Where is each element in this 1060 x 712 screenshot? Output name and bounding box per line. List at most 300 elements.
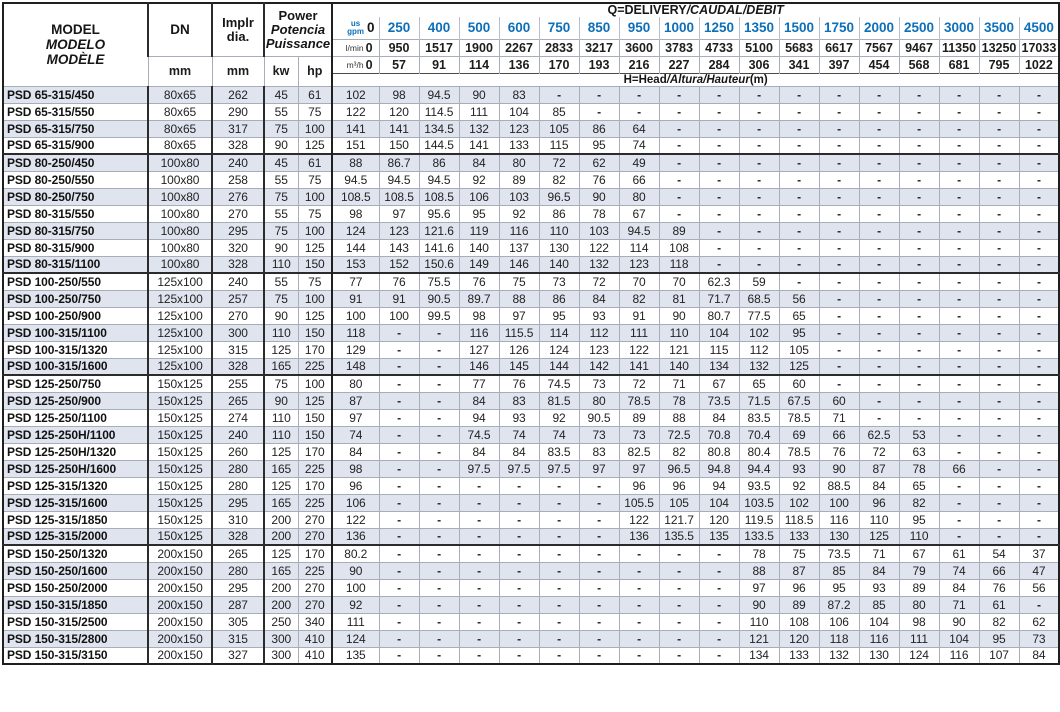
impeller-dia-cell: 240 — [212, 273, 264, 290]
head-value-cell: 106 — [332, 494, 379, 511]
dn-cell: 150x125 — [148, 409, 212, 426]
table-row — [3, 511, 1059, 528]
head-value-cell: - — [579, 579, 619, 596]
dn-cell: 125x100 — [148, 290, 212, 307]
head-value-cell: 88.5 — [819, 477, 859, 494]
head-value-cell: - — [819, 205, 859, 222]
head-value-cell: 121 — [659, 341, 699, 358]
head-value-cell: - — [939, 494, 979, 511]
head-value-cell: 71.5 — [739, 392, 779, 409]
impeller-dia-cell: 280 — [212, 477, 264, 494]
model-cell: PSD 150-250/1320 — [3, 545, 148, 562]
head-value-cell: 116 — [939, 647, 979, 664]
head-value-cell: - — [859, 358, 899, 375]
head-value-cell: 111 — [332, 613, 379, 630]
head-value-cell: 135 — [332, 647, 379, 664]
head-value-cell: - — [379, 409, 419, 426]
flow-m3h-zero-cell — [332, 56, 379, 73]
head-value-cell: - — [579, 494, 619, 511]
model-cell: PSD 125-250H/1600 — [3, 460, 148, 477]
head-value-cell: 133 — [779, 647, 819, 664]
head-value-cell: 136 — [619, 528, 659, 545]
head-value-cell: - — [699, 562, 739, 579]
head-value-cell: - — [779, 256, 819, 273]
head-value-cell: 100 — [332, 307, 379, 324]
head-value-cell: - — [1019, 528, 1059, 545]
dn-cell: 150x125 — [148, 477, 212, 494]
head-value-cell: - — [699, 120, 739, 137]
head-value-cell: - — [1019, 290, 1059, 307]
head-value-cell: - — [739, 205, 779, 222]
head-value-cell: - — [979, 477, 1019, 494]
power-kw-cell: 75 — [264, 375, 298, 392]
head-value-cell: - — [779, 171, 819, 188]
head-value-cell: - — [459, 528, 499, 545]
head-value-cell: - — [659, 86, 699, 103]
model-cell: PSD 100-250/750 — [3, 290, 148, 307]
table-row — [3, 205, 1059, 222]
dn-cell: 150x125 — [148, 460, 212, 477]
flow-usgpm-cell: 400 — [419, 17, 459, 39]
model-cell: PSD 150-315/1850 — [3, 596, 148, 613]
head-value-cell: - — [379, 511, 419, 528]
head-value-cell: - — [659, 154, 699, 171]
table-row — [3, 307, 1059, 324]
table-row — [3, 613, 1059, 630]
head-value-cell: - — [659, 562, 699, 579]
head-value-cell: - — [419, 392, 459, 409]
impeller-dia-cell: 300 — [212, 324, 264, 341]
impeller-column-header: Implr dia. — [212, 3, 264, 56]
head-value-cell: - — [579, 562, 619, 579]
flow-lmin-cell: 13250 — [979, 39, 1019, 56]
head-value-cell: 62 — [579, 154, 619, 171]
head-value-cell: 74.5 — [539, 375, 579, 392]
power-hp-cell: 150 — [298, 409, 332, 426]
head-value-cell: 92 — [539, 409, 579, 426]
dn-column-header: DN — [148, 3, 212, 56]
head-value-cell: 108.5 — [379, 188, 419, 205]
head-value-cell: - — [939, 392, 979, 409]
head-value-cell: 118 — [659, 256, 699, 273]
head-value-cell: - — [419, 613, 459, 630]
head-value-cell: 110 — [739, 613, 779, 630]
model-cell: PSD 65-315/900 — [3, 137, 148, 154]
head-value-cell: - — [539, 630, 579, 647]
head-value-cell: 95 — [899, 511, 939, 528]
head-value-cell: - — [939, 324, 979, 341]
head-value-cell: - — [859, 120, 899, 137]
impeller-dia-cell: 290 — [212, 103, 264, 120]
head-value-cell: - — [379, 392, 419, 409]
head-value-cell: - — [899, 103, 939, 120]
model-cell: PSD 65-315/450 — [3, 86, 148, 103]
head-value-cell: - — [1019, 409, 1059, 426]
head-value-cell: - — [859, 324, 899, 341]
head-value-cell: - — [739, 171, 779, 188]
model-cell: PSD 125-250H/1100 — [3, 426, 148, 443]
head-value-cell: - — [379, 477, 419, 494]
head-value-cell: 95 — [459, 205, 499, 222]
head-value-cell: 62.3 — [699, 273, 739, 290]
head-value-cell: - — [699, 188, 739, 205]
head-value-cell: 93 — [499, 409, 539, 426]
head-value-cell: 56 — [1019, 579, 1059, 596]
impeller-dia-cell: 295 — [212, 579, 264, 596]
head-value-cell: 89 — [899, 579, 939, 596]
model-cell: PSD 125-250/900 — [3, 392, 148, 409]
head-value-cell: - — [859, 137, 899, 154]
impeller-dia-cell: 328 — [212, 528, 264, 545]
head-value-cell: - — [979, 460, 1019, 477]
impeller-dia-cell: 328 — [212, 256, 264, 273]
head-value-cell: - — [659, 545, 699, 562]
head-value-cell: 132 — [739, 358, 779, 375]
head-value-cell: 90 — [579, 188, 619, 205]
head-value-cell: - — [379, 375, 419, 392]
impeller-dia-cell: 280 — [212, 562, 264, 579]
head-value-cell: 116 — [499, 222, 539, 239]
table-row — [3, 358, 1059, 375]
head-value-cell: - — [939, 222, 979, 239]
head-value-cell: - — [779, 239, 819, 256]
head-value-cell: 134 — [739, 647, 779, 664]
dn-cell: 125x100 — [148, 307, 212, 324]
head-value-cell: 96 — [859, 494, 899, 511]
head-value-cell: - — [459, 630, 499, 647]
head-value-cell: 123 — [619, 256, 659, 273]
head-value-cell: 94.5 — [419, 86, 459, 103]
head-value-cell: - — [419, 562, 459, 579]
head-value-cell: 97.5 — [459, 460, 499, 477]
power-label-en: Power — [278, 7, 318, 23]
head-value-cell: - — [859, 273, 899, 290]
power-hp-cell: 75 — [298, 273, 332, 290]
head-value-cell: 129 — [332, 341, 379, 358]
head-value-cell: - — [899, 256, 939, 273]
power-hp-cell: 170 — [298, 443, 332, 460]
head-value-cell: - — [859, 290, 899, 307]
head-value-cell: 122 — [619, 511, 659, 528]
power-hp-cell: 270 — [298, 511, 332, 528]
head-value-cell: 153 — [332, 256, 379, 273]
head-value-cell: - — [579, 477, 619, 494]
power-hp-cell: 100 — [298, 120, 332, 137]
head-value-cell: 70 — [659, 273, 699, 290]
head-value-cell: 88 — [499, 290, 539, 307]
power-kw-cell: 90 — [264, 239, 298, 256]
dn-cell: 100x80 — [148, 205, 212, 222]
head-value-cell: 114.5 — [419, 103, 459, 120]
head-value-cell: - — [579, 103, 619, 120]
flow-lmin-cell: 2833 — [539, 39, 579, 56]
head-value-cell: - — [459, 579, 499, 596]
head-value-cell: 67 — [619, 205, 659, 222]
head-value-cell: 79 — [899, 562, 939, 579]
head-value-cell: - — [1019, 324, 1059, 341]
dn-cell: 150x125 — [148, 511, 212, 528]
head-value-cell: - — [979, 511, 1019, 528]
model-cell: PSD 125-250/750 — [3, 375, 148, 392]
head-value-cell: 88 — [659, 409, 699, 426]
head-value-cell: 89.7 — [459, 290, 499, 307]
power-kw-cell: 45 — [264, 86, 298, 103]
head-value-cell: 71 — [659, 375, 699, 392]
head-value-cell: - — [619, 647, 659, 664]
head-value-cell: 62.5 — [859, 426, 899, 443]
head-value-cell: - — [619, 630, 659, 647]
head-value-cell: - — [1019, 222, 1059, 239]
head-value-cell: - — [699, 596, 739, 613]
flow-lmin-cell: 5683 — [779, 39, 819, 56]
head-value-cell: 90 — [659, 307, 699, 324]
head-value-cell: 78 — [899, 460, 939, 477]
dn-cell: 200x150 — [148, 562, 212, 579]
dn-cell: 125x100 — [148, 324, 212, 341]
head-value-cell: - — [939, 103, 979, 120]
power-kw-cell: 75 — [264, 290, 298, 307]
head-value-cell: 114 — [619, 239, 659, 256]
head-value-cell: 111 — [899, 630, 939, 647]
head-value-cell: - — [979, 324, 1019, 341]
head-value-cell: 143 — [379, 239, 419, 256]
head-value-cell: - — [659, 613, 699, 630]
power-hp-cell: 61 — [298, 154, 332, 171]
head-value-cell: 66 — [939, 460, 979, 477]
head-value-cell: 76 — [379, 273, 419, 290]
dn-cell: 200x150 — [148, 630, 212, 647]
head-value-cell: - — [1019, 154, 1059, 171]
head-value-cell: 108 — [779, 613, 819, 630]
head-value-cell: - — [739, 154, 779, 171]
power-kw-cell: 75 — [264, 222, 298, 239]
dn-cell: 200x150 — [148, 613, 212, 630]
head-value-cell: - — [939, 171, 979, 188]
head-value-cell: 89 — [779, 596, 819, 613]
dn-cell: 200x150 — [148, 545, 212, 562]
flow-usgpm-cell: 3000 — [939, 17, 979, 39]
power-kw-cell: 165 — [264, 562, 298, 579]
head-value-cell: - — [819, 137, 859, 154]
head-value-cell: 60 — [779, 375, 819, 392]
head-value-cell: 141 — [459, 137, 499, 154]
head-value-cell: - — [379, 494, 419, 511]
head-value-cell: 102 — [332, 86, 379, 103]
power-kw-cell: 200 — [264, 511, 298, 528]
head-value-cell: - — [859, 256, 899, 273]
dn-cell: 100x80 — [148, 188, 212, 205]
head-value-cell: 91 — [332, 290, 379, 307]
flow-usgpm-cell: 3500 — [979, 17, 1019, 39]
head-value-cell: - — [939, 239, 979, 256]
head-value-cell: - — [899, 375, 939, 392]
head-value-cell: - — [779, 120, 819, 137]
flow-usgpm-cell: 1350 — [739, 17, 779, 39]
head-value-cell: 71 — [939, 596, 979, 613]
head-value-cell: 84 — [699, 409, 739, 426]
impeller-dia-cell: 315 — [212, 341, 264, 358]
power-hp-cell: 61 — [298, 86, 332, 103]
flow-m3h-cell: 795 — [979, 56, 1019, 73]
head-value-cell: 80.8 — [699, 443, 739, 460]
table-row — [3, 443, 1059, 460]
head-value-cell: - — [699, 222, 739, 239]
head-value-cell: - — [819, 324, 859, 341]
flow-usgpm-cell: 750 — [539, 17, 579, 39]
power-kw-cell: 110 — [264, 426, 298, 443]
head-value-cell: 103 — [579, 222, 619, 239]
head-value-cell: 100 — [332, 579, 379, 596]
flow-m3h-cell: 170 — [539, 56, 579, 73]
head-value-cell: - — [379, 596, 419, 613]
head-value-cell: 87 — [779, 562, 819, 579]
power-kw-cell: 125 — [264, 545, 298, 562]
head-value-cell: 124 — [332, 630, 379, 647]
head-value-cell: 84 — [459, 154, 499, 171]
head-value-cell: 74 — [499, 426, 539, 443]
head-value-cell: - — [739, 86, 779, 103]
head-value-cell: - — [619, 103, 659, 120]
head-value-cell: 151 — [332, 137, 379, 154]
head-value-cell: 62 — [1019, 613, 1059, 630]
usgpm-unit-line2: gpm — [347, 26, 364, 36]
head-value-cell: 85 — [859, 596, 899, 613]
dn-cell: 125x100 — [148, 341, 212, 358]
head-value-cell: 80 — [579, 392, 619, 409]
head-value-cell: 83.5 — [539, 443, 579, 460]
model-label-fr: MODÈLE — [46, 52, 105, 68]
head-value-cell: - — [699, 545, 739, 562]
head-value-cell: - — [699, 630, 739, 647]
head-value-cell: 97 — [579, 460, 619, 477]
head-value-cell: 66 — [619, 171, 659, 188]
head-value-cell: 93.5 — [739, 477, 779, 494]
head-value-cell: - — [899, 188, 939, 205]
dn-cell: 150x125 — [148, 392, 212, 409]
head-value-cell: - — [1019, 596, 1059, 613]
head-value-cell: 95.6 — [419, 205, 459, 222]
power-label-es: Potencia — [270, 21, 326, 37]
dn-cell: 125x100 — [148, 358, 212, 375]
flow-lmin-cell: 17033 — [1019, 39, 1059, 56]
head-value-cell: 91 — [379, 290, 419, 307]
head-value-cell: - — [1019, 460, 1059, 477]
model-cell: PSD 125-315/1320 — [3, 477, 148, 494]
head-value-cell: 49 — [619, 154, 659, 171]
power-kw-cell: 300 — [264, 630, 298, 647]
head-value-cell: - — [819, 341, 859, 358]
head-value-cell: 97 — [739, 579, 779, 596]
head-value-cell: - — [499, 528, 539, 545]
table-row — [3, 477, 1059, 494]
m3h-label-wrap — [333, 58, 379, 72]
head-value-cell: 82 — [659, 443, 699, 460]
head-value-cell: 111 — [459, 103, 499, 120]
head-value-cell: 71.7 — [699, 290, 739, 307]
head-value-cell: - — [819, 222, 859, 239]
head-value-cell: - — [699, 103, 739, 120]
power-hp-cell: 150 — [298, 426, 332, 443]
dn-cell: 80x65 — [148, 120, 212, 137]
head-value-cell: 98 — [899, 613, 939, 630]
head-value-cell: 121.6 — [419, 222, 459, 239]
head-value-cell: - — [939, 137, 979, 154]
impeller-dia-cell: 287 — [212, 596, 264, 613]
head-value-cell: 135 — [699, 528, 739, 545]
head-value-cell: 78.5 — [619, 392, 659, 409]
power-kw-cell: 125 — [264, 341, 298, 358]
table-row — [3, 375, 1059, 392]
flow-usgpm-value: 0 — [367, 20, 375, 36]
head-value-cell: - — [579, 647, 619, 664]
head-value-cell: 132 — [459, 120, 499, 137]
impeller-dia-cell: 320 — [212, 239, 264, 256]
head-value-cell: - — [819, 239, 859, 256]
flow-lmin-value: 0 — [365, 40, 373, 55]
power-hp-unit: hp — [298, 56, 332, 86]
impeller-dia-cell: 295 — [212, 494, 264, 511]
head-value-cell: - — [499, 562, 539, 579]
head-value-cell: 97.5 — [499, 460, 539, 477]
model-cell: PSD 80-315/1100 — [3, 256, 148, 273]
head-value-cell: 78 — [659, 392, 699, 409]
head-value-cell: 72.5 — [659, 426, 699, 443]
head-value-cell: 86 — [419, 154, 459, 171]
power-kw-cell: 125 — [264, 443, 298, 460]
head-value-cell: - — [579, 511, 619, 528]
head-value-cell: - — [539, 579, 579, 596]
head-value-cell: - — [939, 290, 979, 307]
model-cell: PSD 100-315/1600 — [3, 358, 148, 375]
head-value-cell: - — [459, 511, 499, 528]
head-value-cell: 104 — [939, 630, 979, 647]
head-value-cell: - — [579, 545, 619, 562]
head-value-cell: 76 — [819, 443, 859, 460]
head-value-cell: - — [379, 358, 419, 375]
flow-usgpm-cell: 950 — [619, 17, 659, 39]
head-value-cell: 96.5 — [539, 188, 579, 205]
head-value-cell: - — [899, 341, 939, 358]
head-value-cell: - — [979, 171, 1019, 188]
head-value-cell: 81.5 — [539, 392, 579, 409]
head-value-cell: - — [459, 562, 499, 579]
model-cell: PSD 150-315/2500 — [3, 613, 148, 630]
head-value-cell: 71 — [859, 545, 899, 562]
head-value-cell: 60 — [819, 392, 859, 409]
head-value-cell: 86.7 — [379, 154, 419, 171]
head-value-cell: - — [939, 307, 979, 324]
table-row — [3, 630, 1059, 647]
q-delivery-header: Q=DELIVERY/CAUDAL/DÉBIT — [332, 3, 1059, 17]
model-cell: PSD 80-315/900 — [3, 239, 148, 256]
head-value-cell: 59 — [739, 273, 779, 290]
dn-cell: 80x65 — [148, 103, 212, 120]
head-value-cell: 82 — [619, 290, 659, 307]
dn-cell: 100x80 — [148, 239, 212, 256]
head-value-cell: 98 — [379, 86, 419, 103]
head-value-cell: 110 — [659, 324, 699, 341]
head-value-cell: 135.5 — [659, 528, 699, 545]
head-value-cell: - — [699, 647, 739, 664]
head-value-cell: 98 — [332, 460, 379, 477]
table-row — [3, 392, 1059, 409]
head-value-cell: 106 — [459, 188, 499, 205]
head-value-cell: 130 — [859, 647, 899, 664]
head-value-cell: 116 — [859, 630, 899, 647]
flow-usgpm-cell: 4500 — [1019, 17, 1059, 39]
head-value-cell: 84 — [459, 392, 499, 409]
head-value-cell: - — [1019, 120, 1059, 137]
